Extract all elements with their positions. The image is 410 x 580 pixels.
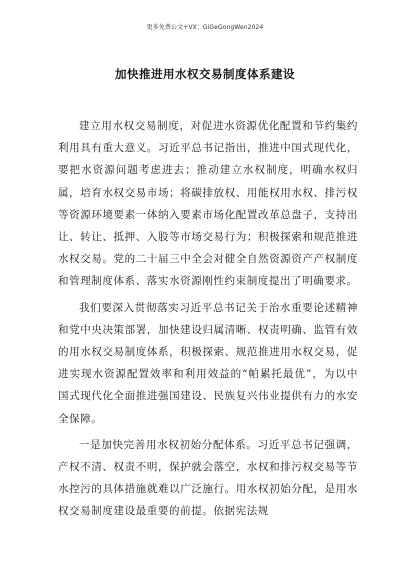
document-title: 加快推进用水权交易制度体系建设 bbox=[115, 67, 295, 81]
header-note: 更多免费公文+VX：GiGeGongWen2024 bbox=[146, 24, 264, 31]
document-body bbox=[58, 115, 358, 527]
paragraph: 我们要深入贯彻落实习近平总书记关于治水重要论述精神和党中央决策部署，加快建设归属清晰、权责明确、监管有效的用水权交易制度体系，积极探索、规范推进用水权交易，促进实现水资源配置效率和利用效益的“帕累托最优”，为以中国式现代化全面推进强国建设、民族复兴伟业提供有力的水安全保障。 bbox=[58, 301, 358, 425]
paragraph: 一是加快完善用水权初始分配体系。习近平总书记强调，产权不清、权责不明，保护就会落空，水权和排污权交易等节水控污的具体措施就难以广泛施行。用水权初始分配，是用水权交易制度建设最重要的前提。依据宪法规 bbox=[58, 438, 358, 518]
paragraph: 建立用水权交易制度，对促进水资源优化配置和节约集约利用具有重大意义。习近平总书记指出，推进中国式现代化，要把水资源问题考虑进去；推动建立水权制度，明确水权归属，培育水权交易市场；将碳排放权、用能权用水权、排污权等资源环境要素一体纳入要素市场化配置改革总盘子，支持出让、转让、抵押、入股等市场交易行为；积极探索和规范推进水权交易。党的二十届三中全会对健全自然资源资产产权制度和管理制度体系、落实水资源刚性约束制度提出了明确要求。 bbox=[58, 120, 358, 288]
